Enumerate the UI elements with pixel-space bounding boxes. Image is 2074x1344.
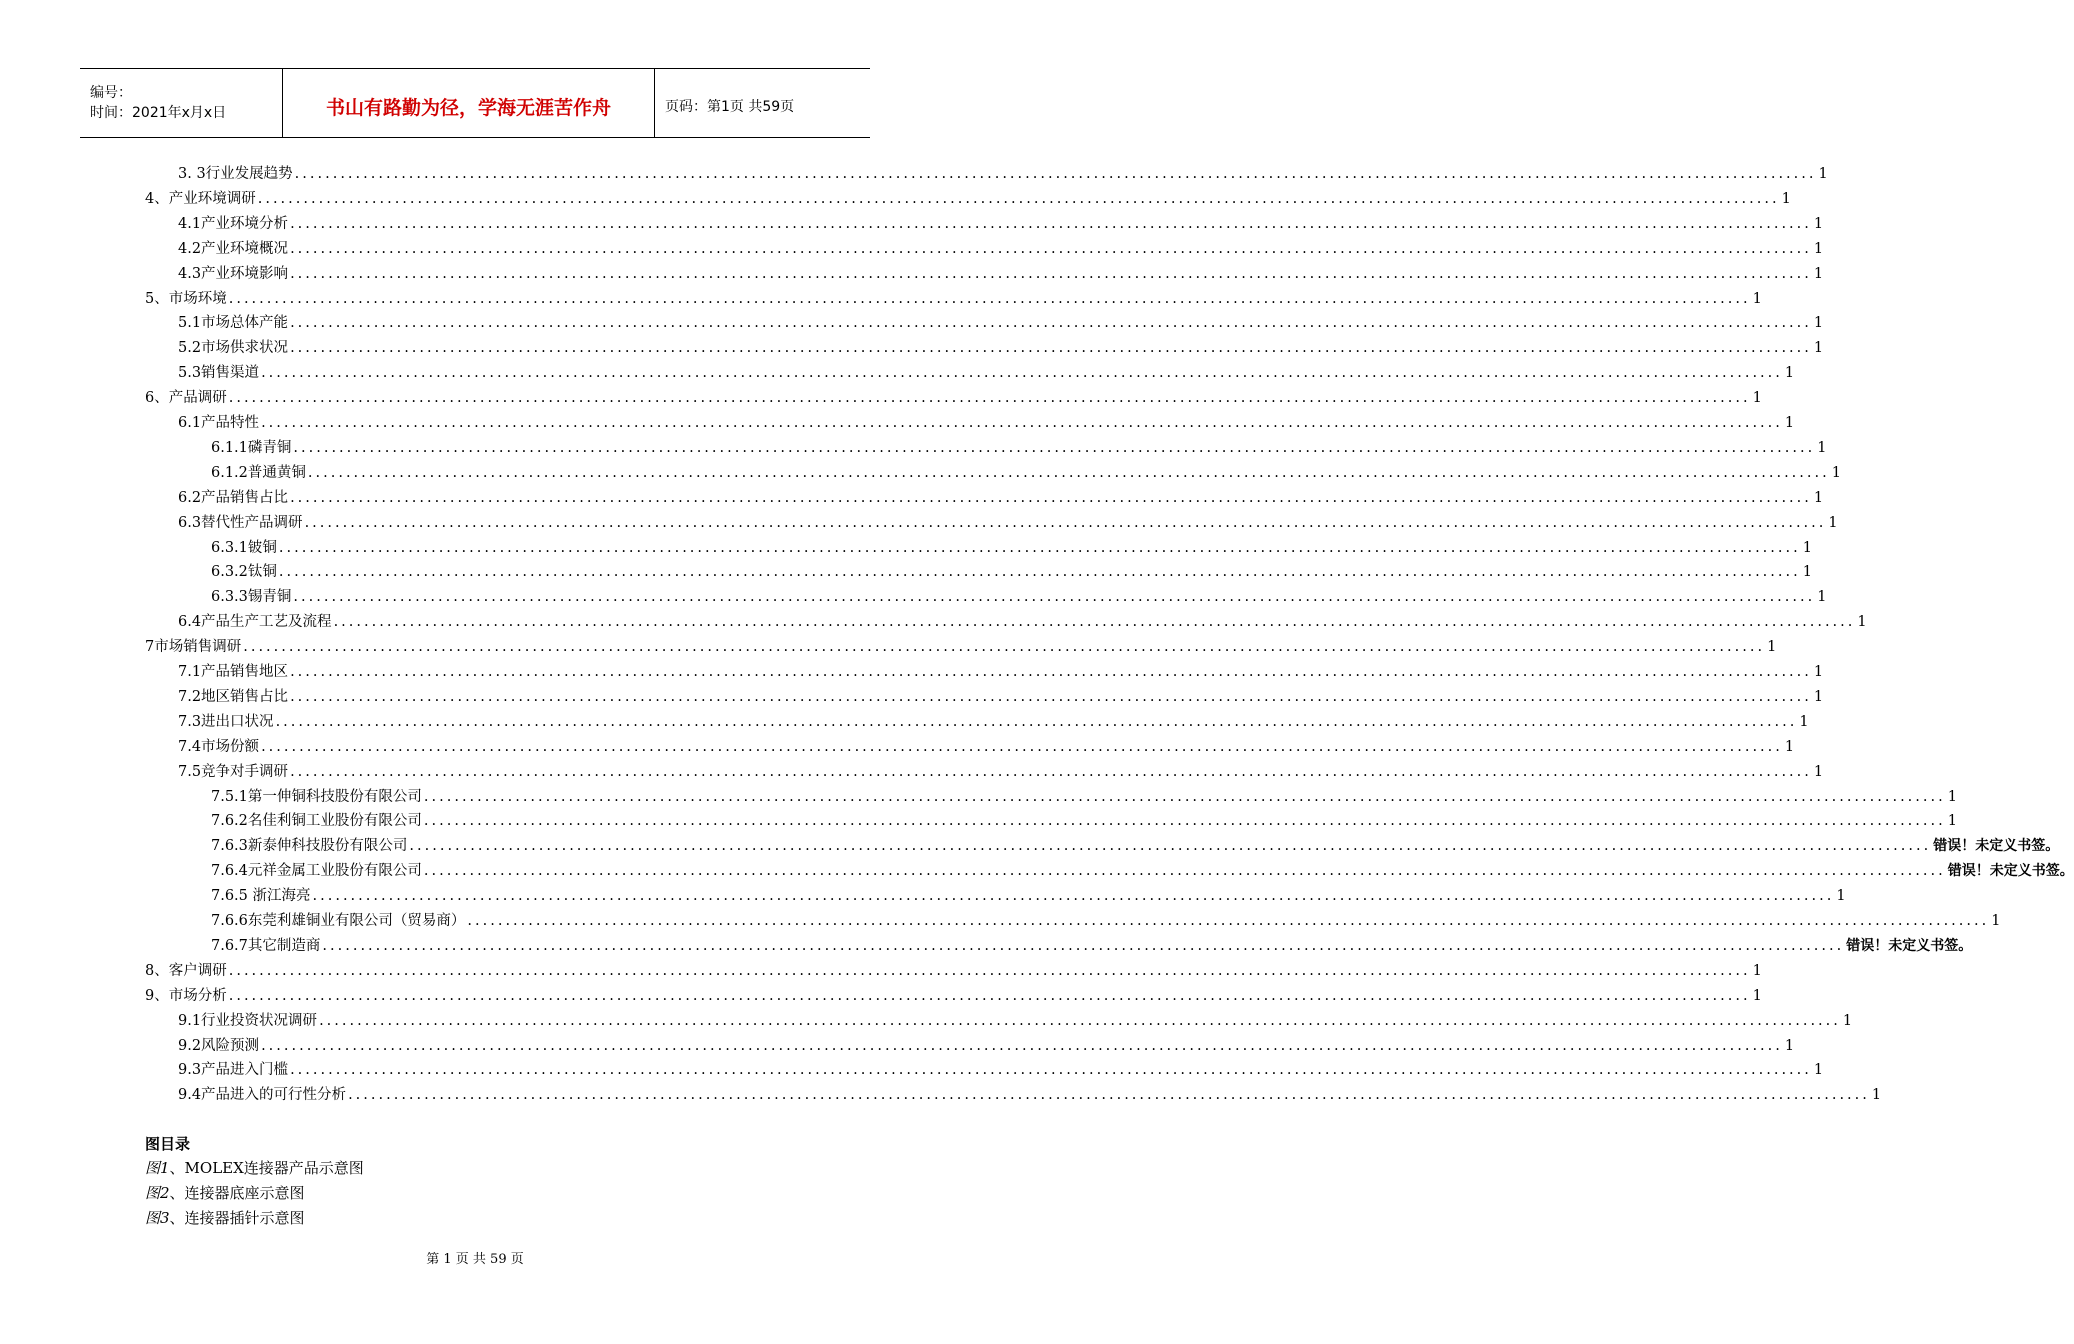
toc-entry-label: 6、产品调研: [145, 390, 227, 407]
toc-entry[interactable]: [178, 658, 1824, 682]
toc-entry[interactable]: [178, 334, 1824, 358]
toc-entry-page: 1: [1784, 365, 1795, 382]
toc-leader-dots: ........................................................................................................................................................................................................: [333, 614, 1856, 631]
toc-leader-dots: ........................................................................................................................................................................................................: [293, 439, 1816, 456]
toc-entry-label: 4.1产业环境分析: [178, 215, 289, 232]
toc-leader-dots: ........................................................................................................................................................................................................: [290, 215, 1812, 232]
toc-entry[interactable]: [178, 733, 1795, 757]
toc-entry-page: 1: [1784, 415, 1795, 431]
toc-entry-page: 错误！未定义书签。: [1846, 937, 1973, 954]
toc-entry-label: 5.2市场供求状况: [178, 340, 289, 357]
toc-entry[interactable]: [178, 509, 1838, 533]
toc-entry-page: 1: [1752, 290, 1762, 307]
document-number: 编号：: [90, 85, 132, 101]
toc-leader-dots: ........................................................................................................................................................................................................: [261, 365, 1783, 382]
toc-entry-page: 1: [1784, 738, 1795, 755]
toc-leader-dots: ........................................................................................................................................................................................................: [467, 913, 1990, 929]
toc-entry[interactable]: [178, 1007, 1853, 1031]
toc-entry-page: 1: [1767, 639, 1777, 656]
document-date: 时间：2021年x月x日: [90, 105, 227, 121]
toc-entry-page: 1: [1947, 788, 1957, 805]
figure-list-item[interactable]: [145, 1207, 305, 1228]
toc-entry-page: 1: [1813, 340, 1824, 357]
toc-entry[interactable]: [178, 210, 1824, 234]
toc-entry-label: 7.6.7其它制造商: [211, 937, 321, 954]
toc-leader-dots: ........................................................................................................................................................................................................: [322, 937, 1845, 954]
toc-leader-dots: ........................................................................................................................................................................................................: [290, 240, 1812, 257]
toc-entry-page: 1: [1813, 763, 1824, 780]
toc-entry[interactable]: [145, 285, 1762, 309]
toc-entry-label: 4.2产业环境概况: [178, 240, 289, 257]
toc-leader-dots: ........................................................................................................................................................................................................: [423, 863, 1946, 880]
toc-entry-page: 1: [1752, 962, 1762, 979]
toc-entry[interactable]: [178, 359, 1795, 383]
toc-entry-page: 1: [1817, 589, 1827, 606]
toc-entry-label: 6.3.2钛铜: [211, 564, 277, 581]
figure-number: 图1: [145, 1159, 170, 1177]
toc-entry-label: 6.4产品生产工艺及流程: [178, 614, 332, 631]
toc-entry[interactable]: [145, 957, 1762, 981]
toc-leader-dots: ........................................................................................................................................................................................................: [278, 564, 1801, 581]
toc-entry[interactable]: [145, 982, 1762, 1006]
toc-entry-label: 7.5竞争对手调研: [178, 763, 289, 780]
toc-entry-label: 7.3进出口状况: [178, 713, 274, 730]
toc-leader-dots: ........................................................................................................................................................................................................: [228, 390, 1751, 407]
toc-entry-page: 1: [1752, 987, 1762, 1004]
toc-entry-page: 1: [1831, 464, 1841, 481]
toc-leader-dots: ........................................................................................................................................................................................................: [293, 589, 1816, 606]
toc-entry[interactable]: [178, 309, 1824, 333]
page-header: [80, 68, 870, 138]
toc-entry-label: 9.2风险预测: [178, 1037, 260, 1054]
header-meta: [80, 69, 283, 137]
toc-entry-label: 6.1.2普通黄铜: [211, 464, 306, 481]
toc-entry[interactable]: [211, 558, 1812, 582]
toc-entry-label: 3. 3行业发展趋势: [178, 166, 293, 182]
toc-entry[interactable]: [178, 708, 1809, 732]
toc-leader-dots: ........................................................................................................................................................................................................: [275, 713, 1798, 730]
toc-leader-dots: ........................................................................................................................................................................................................: [257, 190, 1780, 207]
toc-entry[interactable]: [145, 185, 1791, 209]
toc-entry-page: 1: [1813, 265, 1824, 282]
toc-entry[interactable]: [211, 583, 1827, 607]
toc-entry-label: 9.4产品进入的可行性分析: [178, 1087, 347, 1104]
toc-entry-label: 7.6.2名佳利铜工业股份有限公司: [211, 813, 422, 830]
toc-entry-label: 6.1.1磷青铜: [211, 439, 292, 456]
toc-entry-page: 1: [1818, 166, 1828, 182]
toc-entry[interactable]: [178, 160, 1828, 184]
toc-leader-dots: ........................................................................................................................................................................................................: [261, 1037, 1783, 1054]
header-page-code: 页码：第1页 共59页: [665, 99, 795, 115]
toc-entry-label: 9.3产品进入门槛: [178, 1062, 289, 1079]
toc-leader-dots: ........................................................................................................................................................................................................: [228, 962, 1751, 979]
toc-entry[interactable]: [178, 1081, 1882, 1105]
toc-leader-dots: ........................................................................................................................................................................................................: [278, 539, 1801, 556]
toc-leader-dots: ........................................................................................................................................................................................................: [312, 888, 1835, 905]
toc-entry[interactable]: [145, 384, 1762, 408]
toc-leader-dots: ........................................................................................................................................................................................................: [307, 464, 1830, 481]
toc-entry-page: 1: [1857, 614, 1867, 631]
toc-entry-label: 7.6.5 浙江海亮: [211, 888, 311, 905]
toc-entry-label: 6.3替代性产品调研: [178, 514, 303, 531]
toc-entry-page: 1: [1813, 664, 1824, 680]
toc-entry-label: 7.4市场份额: [178, 738, 260, 755]
toc-entry[interactable]: [211, 907, 2001, 931]
toc-entry-label: 7.6.6东莞利雄铜业有限公司（贸易商）: [211, 913, 466, 929]
toc-leader-dots: ........................................................................................................................................................................................................: [290, 265, 1812, 282]
toc-leader-dots: ........................................................................................................................................................................................................: [290, 664, 1812, 680]
toc-entry-page: 1: [1813, 215, 1824, 232]
toc-entry[interactable]: [211, 459, 1841, 483]
toc-entry-label: 4、产业环境调研: [145, 190, 256, 207]
toc-entry-page: 1: [1799, 713, 1809, 730]
toc-leader-dots: ........................................................................................................................................................................................................: [261, 415, 1783, 431]
figure-title: 、连接器插针示意图: [169, 1209, 305, 1227]
toc-leader-dots: ........................................................................................................................................................................................................: [290, 763, 1812, 780]
toc-entry[interactable]: [178, 608, 1867, 632]
toc-leader-dots: ........................................................................................................................................................................................................: [290, 489, 1812, 506]
toc-entry-page: 1: [1802, 539, 1812, 556]
toc-entry-label: 6.3.3锡青铜: [211, 589, 292, 606]
toc-entry[interactable]: [211, 807, 1957, 831]
toc-entry-label: 6.2产品销售占比: [178, 489, 289, 506]
figure-list-heading: 图目录: [145, 1135, 191, 1153]
toc-entry[interactable]: [178, 484, 1824, 508]
toc-leader-dots: ........................................................................................................................................................................................................: [319, 1012, 1841, 1029]
toc-entry[interactable]: [211, 832, 2060, 856]
toc-leader-dots: ........................................................................................................................................................................................................: [409, 838, 1932, 855]
toc-entry-label: 7.2地区销售占比: [178, 688, 289, 705]
toc-leader-dots: ........................................................................................................................................................................................................: [243, 639, 1766, 656]
toc-entry-page: 1: [1802, 564, 1812, 581]
toc-entry-page: 1: [1817, 439, 1827, 456]
toc-leader-dots: ........................................................................................................................................................................................................: [290, 1062, 1812, 1079]
figure-list-item[interactable]: [145, 1157, 364, 1178]
toc-entry-page: 1: [1813, 688, 1824, 705]
toc-entry[interactable]: [178, 235, 1824, 259]
toc-entry[interactable]: [211, 882, 1846, 906]
toc-entry-page: 1: [1781, 190, 1791, 207]
figure-title: 、MOLEX连接器产品示意图: [169, 1159, 364, 1177]
figure-number: 图2: [145, 1184, 170, 1202]
toc-entry[interactable]: [178, 409, 1795, 433]
toc-entry-label: 4.3产业环境影响: [178, 265, 289, 282]
header-motto: 书山有路勤为径，学海无涯苦作舟: [283, 69, 655, 137]
toc-entry-label: 7市场销售调研: [145, 639, 242, 656]
toc-entry-page: 1: [1813, 315, 1824, 332]
toc-entry-label: 7.6.4元祥金属工业股份有限公司: [211, 863, 422, 880]
toc-leader-dots: ........................................................................................................................................................................................................: [228, 987, 1751, 1004]
toc-entry-page: 错误！未定义书签。: [1933, 838, 2060, 855]
toc-leader-dots: ........................................................................................................................................................................................................: [423, 813, 1946, 830]
toc-entry[interactable]: [211, 434, 1827, 458]
toc-entry-page: 1: [1752, 390, 1762, 407]
toc-entry-label: 9、市场分析: [145, 987, 227, 1004]
toc-entry-label: 7.6.3新泰伸科技股份有限公司: [211, 838, 408, 855]
toc-leader-dots: ........................................................................................................................................................................................................: [348, 1087, 1870, 1104]
toc-entry-page: 1: [1836, 888, 1846, 905]
toc-entry-label: 7.5.1第一伸铜科技股份有限公司: [211, 788, 422, 805]
figure-list-item[interactable]: [145, 1182, 305, 1203]
toc-entry[interactable]: [178, 1056, 1824, 1080]
page-footer: 第 1 页 共 59 页: [426, 1252, 524, 1267]
toc-leader-dots: ........................................................................................................................................................................................................: [290, 340, 1812, 357]
toc-entry-page: 1: [1991, 913, 2001, 929]
toc-leader-dots: ........................................................................................................................................................................................................: [290, 315, 1812, 332]
toc-leader-dots: ........................................................................................................................................................................................................: [261, 738, 1783, 755]
toc-entry[interactable]: [178, 758, 1824, 782]
toc-entry-page: 1: [1813, 489, 1824, 506]
toc-entry-page: 1: [1871, 1087, 1882, 1104]
toc-leader-dots: ........................................................................................................................................................................................................: [294, 166, 1817, 182]
toc-entry-label: 5.3销售渠道: [178, 365, 260, 382]
figure-title: 、连接器底座示意图: [169, 1184, 305, 1202]
toc-entry[interactable]: [211, 932, 1973, 956]
toc-entry[interactable]: [178, 683, 1824, 707]
toc-entry-page: 1: [1784, 1037, 1795, 1054]
toc-entry-page: 1: [1813, 1062, 1824, 1079]
toc-entry-label: 6.1产品特性: [178, 415, 260, 431]
toc-entry-page: 错误！未定义书签。: [1947, 863, 2074, 880]
toc-entry-page: 1: [1947, 813, 1957, 830]
toc-entry[interactable]: [211, 857, 2074, 881]
toc-entry-page: 1: [1813, 240, 1824, 257]
toc-entry[interactable]: [211, 534, 1812, 558]
toc-entry[interactable]: [178, 260, 1824, 284]
toc-leader-dots: ........................................................................................................................................................................................................: [290, 688, 1812, 705]
toc-entry-page: 1: [1828, 514, 1838, 531]
toc-leader-dots: ........................................................................................................................................................................................................: [423, 788, 1946, 805]
toc-entry-label: 5、市场环境: [145, 290, 227, 307]
toc-entry[interactable]: [145, 633, 1777, 657]
toc-entry[interactable]: [211, 783, 1957, 807]
figure-number: 图3: [145, 1209, 170, 1227]
toc-entry-label: 5.1市场总体产能: [178, 315, 289, 332]
toc-entry-label: 9.1行业投资状况调研: [178, 1012, 318, 1029]
toc-entry-label: 6.3.1铍铜: [211, 539, 277, 556]
toc-entry-label: 7.1产品销售地区: [178, 664, 289, 680]
toc-leader-dots: ........................................................................................................................................................................................................: [304, 514, 1827, 531]
toc-entry[interactable]: [178, 1032, 1795, 1056]
toc-entry-page: 1: [1842, 1012, 1853, 1029]
toc-entry-label: 8、客户调研: [145, 962, 227, 979]
toc-leader-dots: ........................................................................................................................................................................................................: [228, 290, 1751, 307]
